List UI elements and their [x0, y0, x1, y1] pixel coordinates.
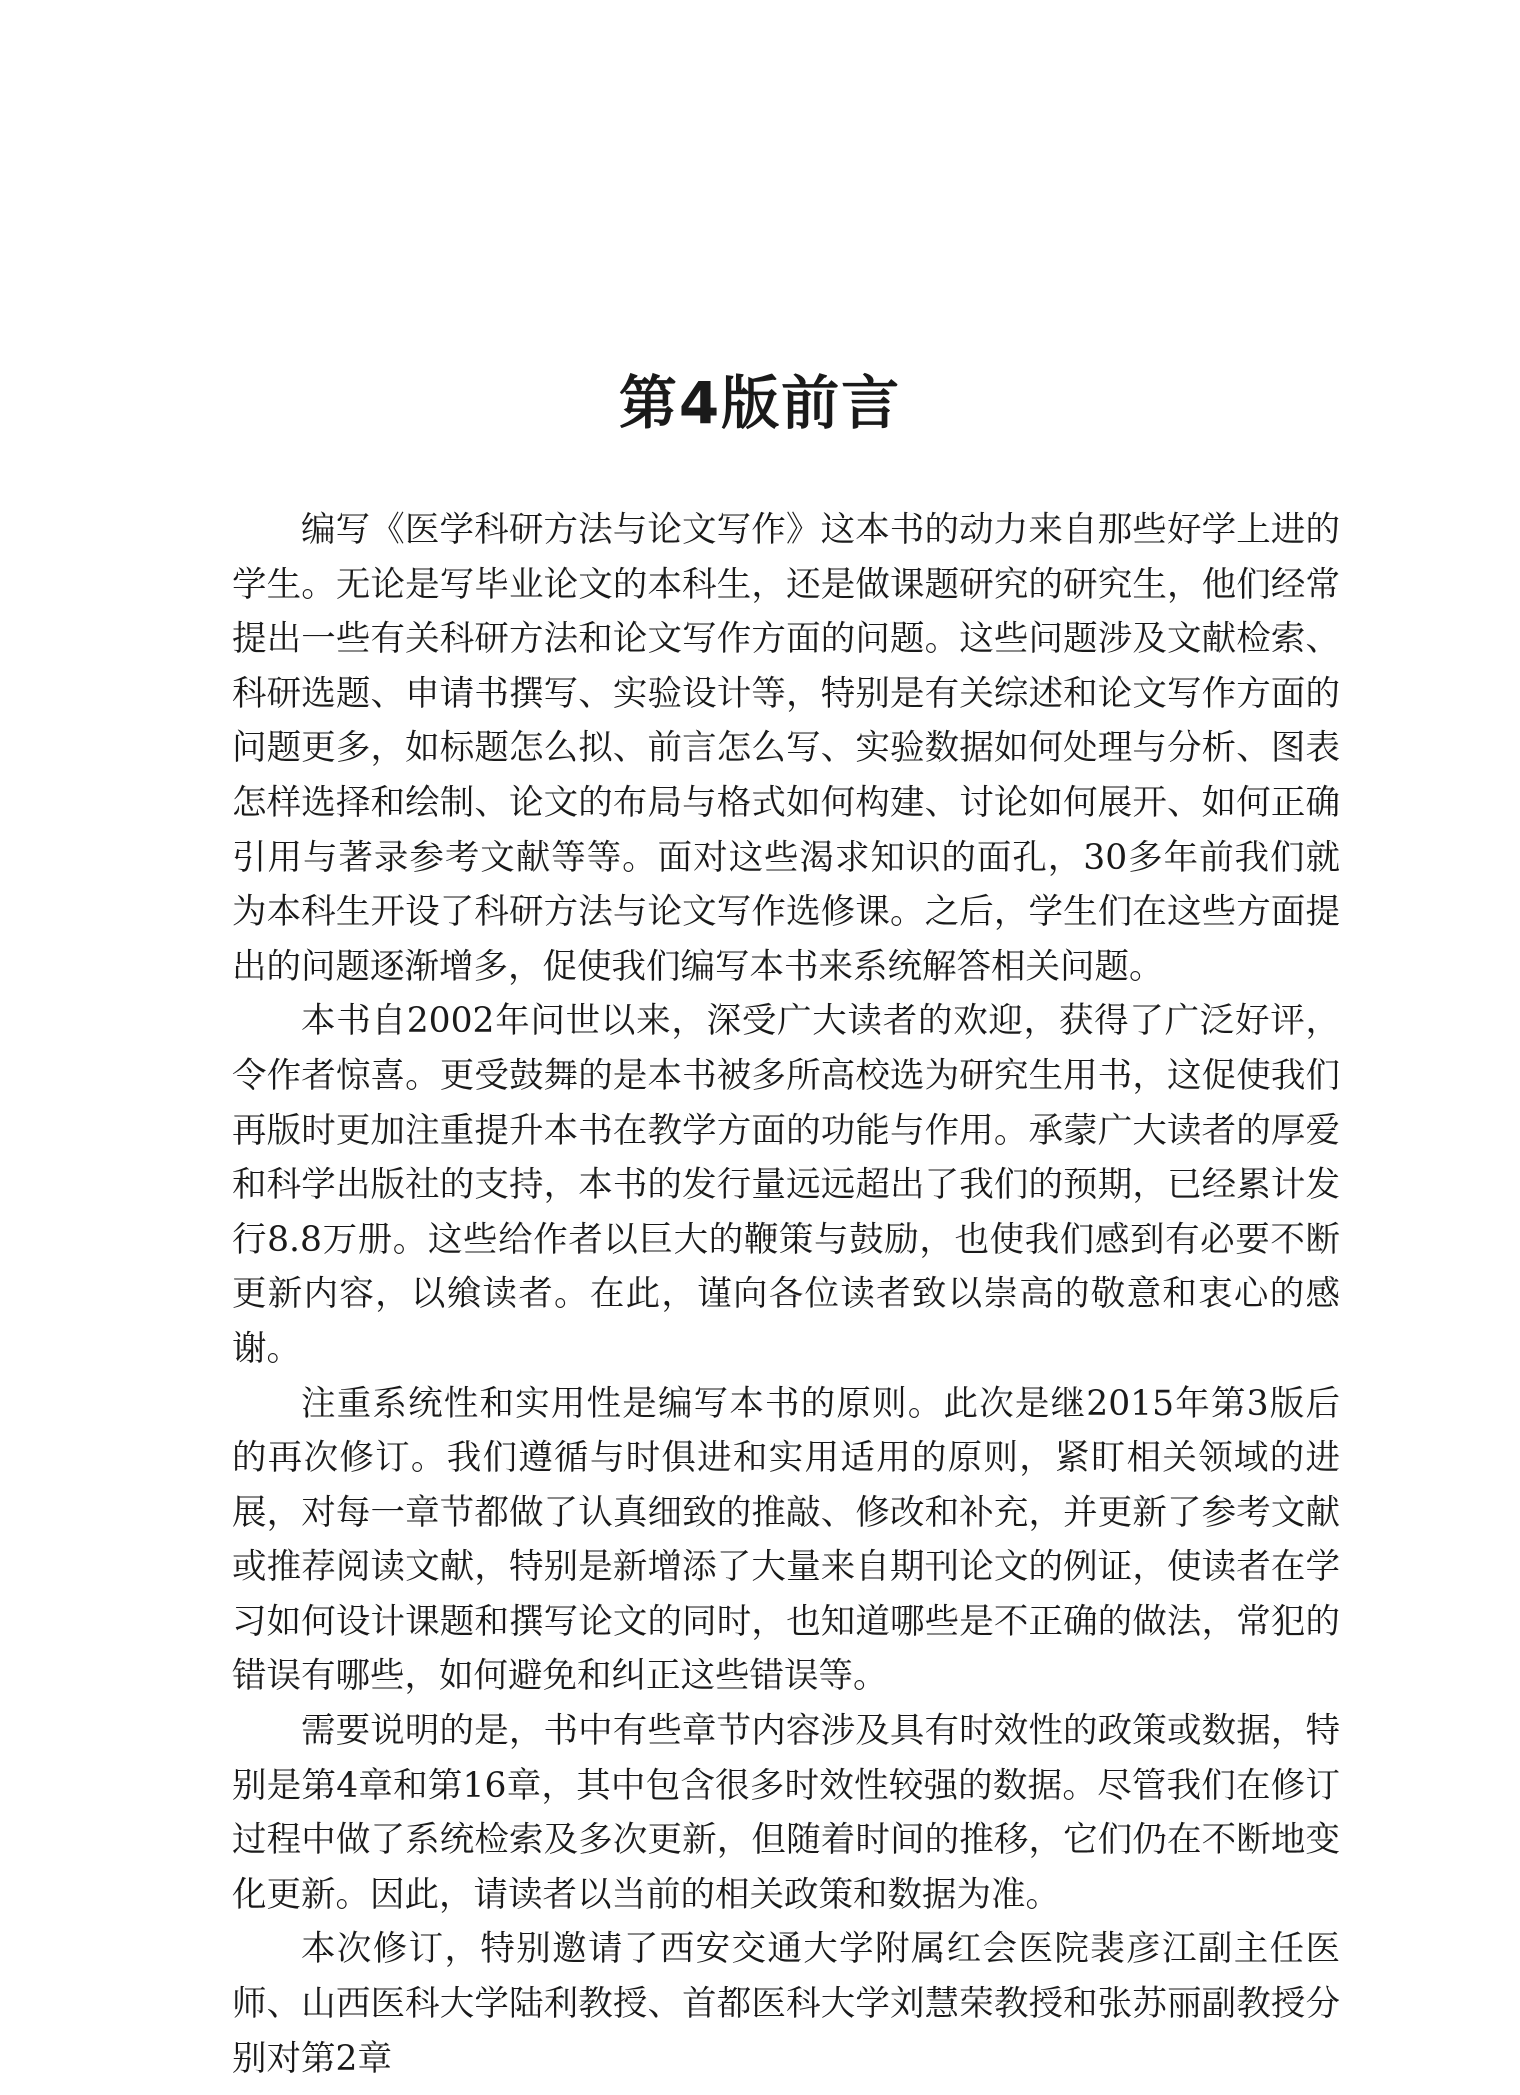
preface-body [232, 503, 1340, 2086]
paragraph-5: 本次修订，特别邀请了西安交通大学附属红会医院裴彦江副主任医师、山西医科大学陆利教授、首都医科大学刘慧荣教授和张苏丽副教授分别对第2章 [232, 1929, 1340, 2079]
paragraph-3: 注重系统性和实用性是编写本书的原则。此次是继2015年第3版后的再次修订。我们遵循与时俱进和实用适用的原则，紧盯相关领域的进展，对每一章节都做了认真细致的推敲、修改和补充，并更新了参考文献或推荐阅读文献，特别是新增添了大量来自期刊论文的例证，使读者在学习如何设计课题和撰写论文的同时，也知道哪些是不正确的做法，常犯的错误有哪些，如何避免和纠正这些错误等。 [232, 1383, 1340, 1697]
paragraph-1: 编写《医学科研方法与论文写作》这本书的动力来自那些好学上进的学生。无论是写毕业论文的本科生，还是做课题研究的研究生，他们经常提出一些有关科研方法和论文写作方面的问题。这些问题涉及文献检索、科研选题、申请书撰写、实验设计等，特别是有关综述和论文写作方面的问题更多，如标题怎么拟、前言怎么写、实验数据如何处理与分析、图表怎样选择和绘制、论文的布局与格式如何构建、讨论如何展开、如何正确引用与著录参考文献等等。面对这些渴求知识的面孔，30多年前我们就为本科生开设了科研方法与论文写作选修课。之后，学生们在这些方面提出的问题逐渐增多，促使我们编写本书来系统解答相关问题。 [232, 510, 1340, 987]
page-title: 第4版前言 [618, 369, 902, 437]
paragraph-4: 需要说明的是，书中有些章节内容涉及具有时效性的政策或数据，特别是第4章和第16章，其中包含很多时效性较强的数据。尽管我们在修订过程中做了系统检索及多次更新，但随着时间的推移，它们仍在不断地变化更新。因此，请读者以当前的相关政策和数据为准。 [232, 1711, 1340, 1915]
paragraph-2: 本书自2002年问世以来，深受广大读者的欢迎，获得了广泛好评，令作者惊喜。更受鼓舞的是本书被多所高校选为研究生用书，这促使我们再版时更加注重提升本书在教学方面的功能与作用。承蒙广大读者的厚爱和科学出版社的支持，本书的发行量远远超出了我们的预期，已经累计发行8.8万册。这些给作者以巨大的鞭策与鼓励，也使我们感到有必要不断更新内容，以飨读者。在此，谨向各位读者致以崇高的敬意和衷心的感谢。 [232, 1001, 1340, 1369]
